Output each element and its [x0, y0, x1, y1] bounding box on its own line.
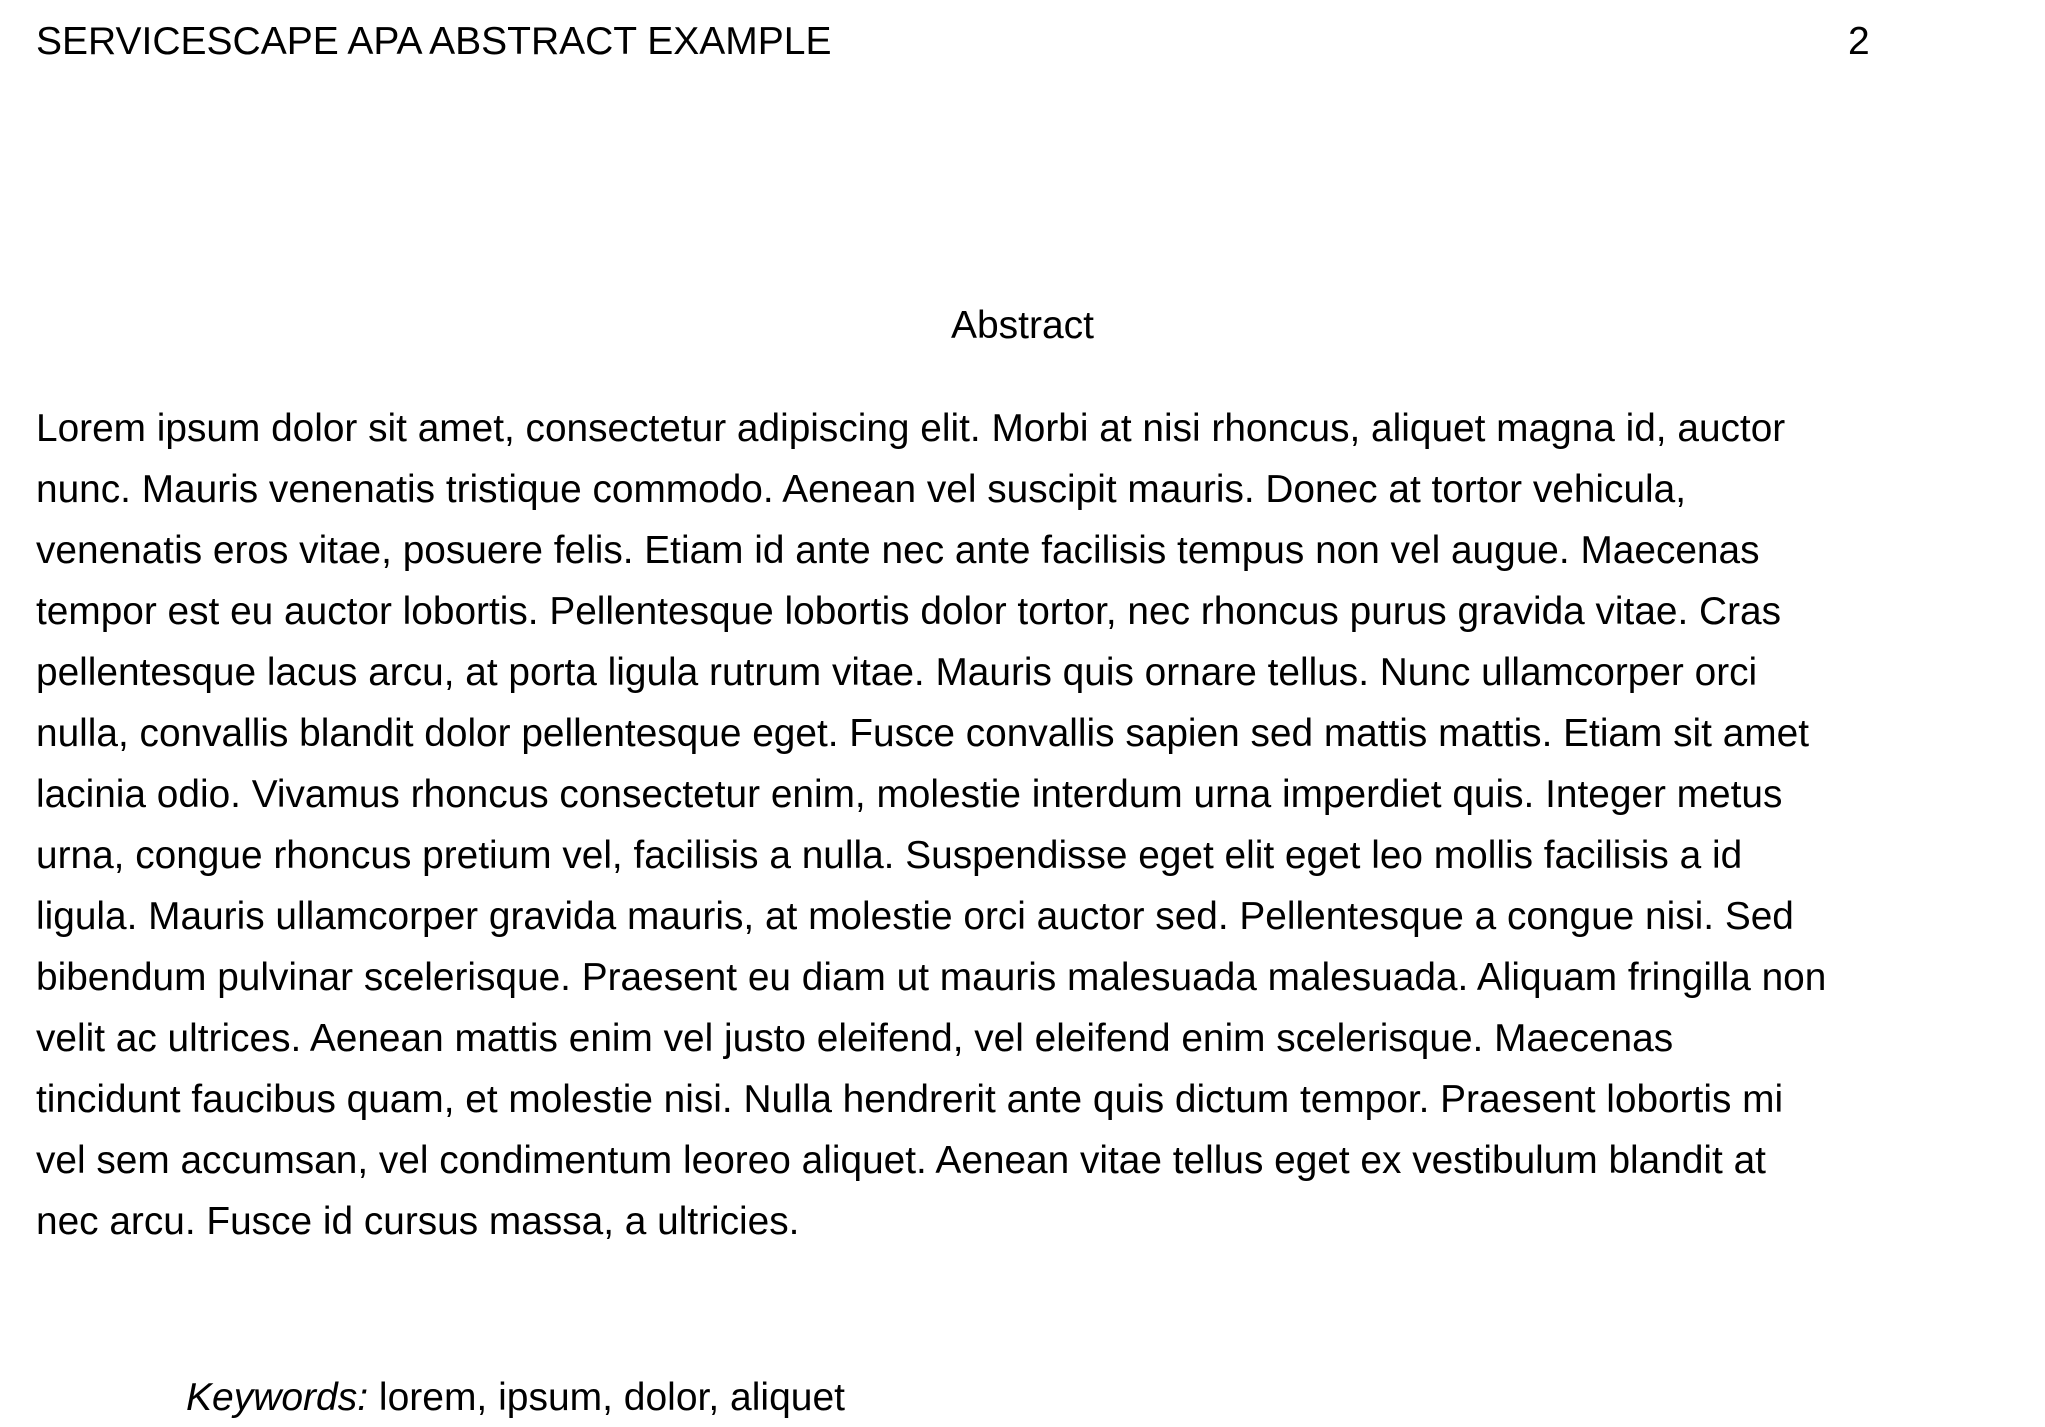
abstract-line: nunc. Mauris venenatis tristique commodo. Aenean vel suscipit mauris. Donec at tortor vehicula, [36, 468, 1687, 511]
abstract-line: lacinia odio. Vivamus rhoncus consectetur enim, molestie interdum urna imperdiet quis. Integer metus [36, 773, 1783, 816]
abstract-heading: Abstract [950, 304, 1095, 347]
abstract-line: tincidunt faucibus quam, et molestie nisi. Nulla hendrerit ante quis dictum tempor. Praesent lobortis mi [36, 1078, 1784, 1121]
keywords-value: lorem, ipsum, dolor, aliquet [368, 1376, 845, 1419]
abstract-line: vel sem accumsan, vel condimentum leoreo aliquet. Aenean vitae tellus eget ex vestibulum blandit at [36, 1139, 1766, 1182]
abstract-line: ligula. Mauris ullamcorper gravida mauris, at molestie orci auctor sed. Pellentesque a congue nisi. Sed [36, 895, 1794, 938]
keywords-label: Keywords: [186, 1376, 369, 1419]
abstract-line: nulla, convallis blandit dolor pellentesque eget. Fusce convallis sapien sed mattis mattis. Etiam sit amet [36, 712, 1809, 755]
abstract-body [36, 398, 2036, 1252]
abstract-line: urna, congue rhoncus pretium vel, facilisis a nulla. Suspendisse eget elit eget leo mollis facilisis a id [36, 834, 1743, 877]
abstract-line: velit ac ultrices. Aenean mattis enim vel justo eleifend, vel eleifend enim scelerisque. Maecenas [36, 1017, 1674, 1060]
abstract-line: Lorem ipsum dolor sit amet, consectetur adipiscing elit. Morbi at nisi rhoncus, aliquet magna id, auctor [36, 407, 1786, 450]
abstract-line: pellentesque lacus arcu, at porta ligula rutrum vitae. Mauris quis ornare tellus. Nunc ullamcorper orci [36, 651, 1758, 694]
abstract-line: nec arcu. Fusce id cursus massa, a ultricies. [36, 1200, 800, 1243]
abstract-line: tempor est eu auctor lobortis. Pellentesque lobortis dolor tortor, nec rhoncus purus gravida vitae. Cras [36, 590, 1781, 633]
keywords-line [186, 1374, 845, 1422]
running-head: SERVICESCAPE APA ABSTRACT EXAMPLE [36, 20, 832, 63]
abstract-line: bibendum pulvinar scelerisque. Praesent eu diam ut mauris malesuada malesuada. Aliquam fringilla non [36, 956, 1827, 999]
abstract-line: venenatis eros vitae, posuere felis. Etiam id ante nec ante facilisis tempus non vel augue. Maecenas [36, 529, 1760, 572]
page-number: 2 [1848, 20, 1870, 63]
